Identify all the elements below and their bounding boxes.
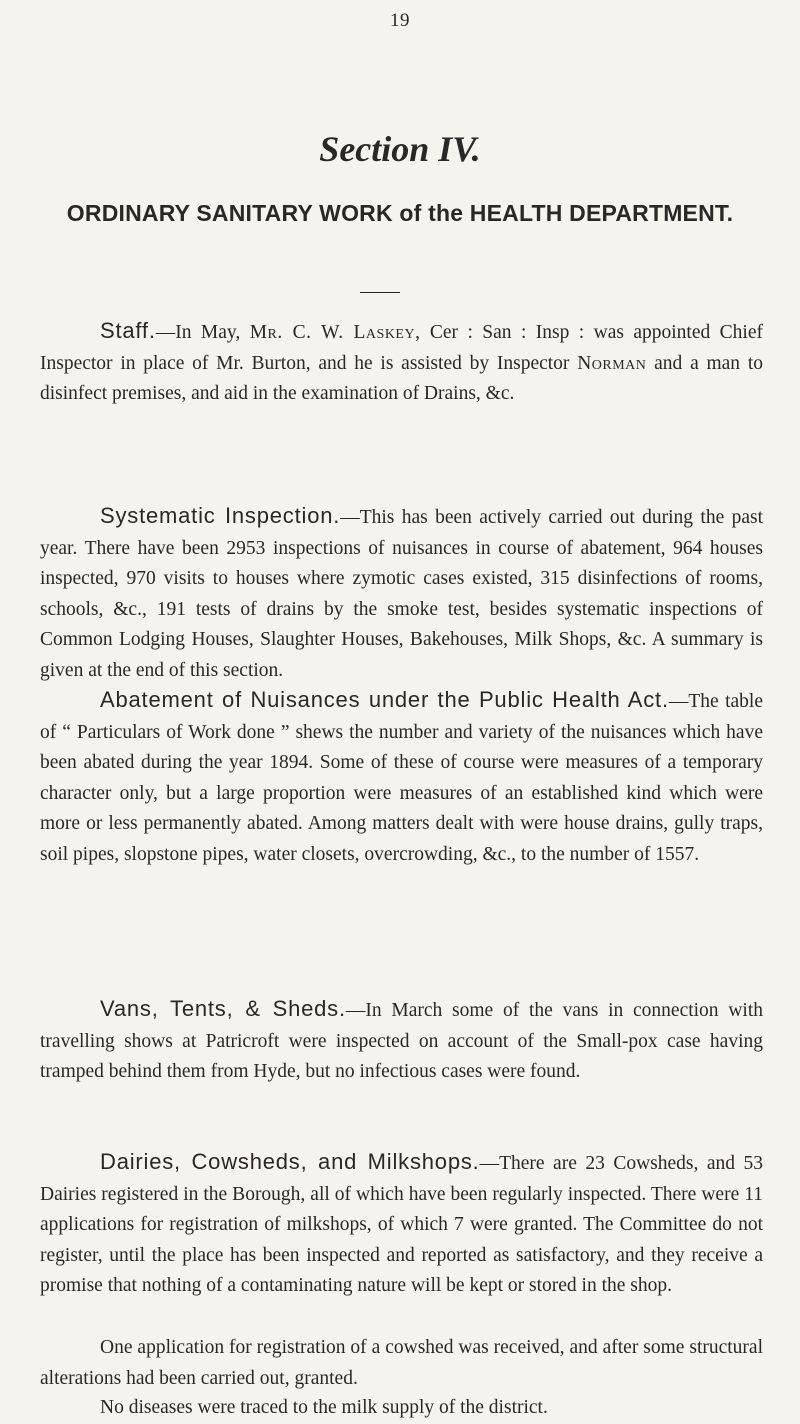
staff-text-1: —In May, — [155, 322, 250, 343]
page-number: 19 — [390, 10, 410, 31]
systematic-inspection-paragraph — [40, 501, 763, 687]
staff-paragraph — [40, 316, 763, 410]
systematic-text: —This has been actively carried out during the past year. There have been 2953 inspections of nuisances in course of abatement, 964 houses inspected, 970 visits to houses where zymotic cases existed, 315 disinfections of rooms, schools, &c., 191 tests of drains by the smoke test, besides systematic inspections of Common Lodging Houses, Slaughter Houses, Bakehouses, Milk Shops, &c. A summary is given at the end of this section. — [40, 507, 764, 681]
vans-paragraph — [40, 994, 763, 1088]
staff-text-2: Cer : San : Insp : was appointed Chief Inspector in place of Mr. Burton, and he is assisted by Inspector — [40, 322, 763, 374]
divider-rule — [360, 292, 400, 293]
main-heading-part2: HEALTH DEPARTMENT. — [469, 200, 734, 226]
dairies-heading: Dairies, Cowsheds, and Milkshops. — [100, 1149, 480, 1174]
staff-text-3: and a man to disinfect premises, and aid in the examination of Drains, &c. — [40, 352, 763, 405]
application-text: One application for registration of a cowshed was received, and after some structural alterations had been carried out, granted. — [40, 1337, 763, 1389]
main-heading — [0, 200, 800, 227]
dairies-paragraph — [40, 1147, 763, 1302]
main-heading-part1: ORDINARY SANITARY WORK — [66, 200, 393, 226]
staff-name-laskey: Mr. C. W. Laskey, — [249, 322, 421, 343]
vans-heading: Vans, Tents, & Sheds. — [100, 996, 346, 1021]
section-title: Section IV. — [319, 129, 481, 169]
abatement-paragraph — [40, 685, 763, 871]
main-heading-the: the — [428, 200, 464, 226]
abatement-heading: Abatement of Nuisances under the Public Health Act. — [100, 687, 669, 712]
systematic-heading: Systematic Inspection. — [100, 503, 341, 528]
abatement-text: —The table of “ Particulars of Work done ” shews the number and variety of the nuisances which have been abated during the year 1894. Some of these of course were measures of a temporary character only, but a large proportion were measures of an established kind which were more or less permanently abated. Among matters dealt with were house drains, gully traps, soil pipes, slopstone pipes, water closets, overcrowding, &c., to the number of 1557. — [40, 691, 763, 865]
no-diseases-paragraph — [40, 1393, 763, 1424]
vans-text: —In March some of the vans in connection with travelling shows at Patricroft were inspected on account of the Small-pox case having tramped behind them from Hyde, but no infectious cases were found. — [40, 1000, 763, 1083]
staff-heading: Staff. — [100, 318, 156, 343]
staff-name-norman: Norman — [577, 352, 647, 374]
dairies-text: —There are 23 Cowsheds, and 53 Dairies registered in the Borough, all of which have been regularly inspected. There were 11 applications for registration of milkshops, of which 7 were granted. The Committee do not register, until the place has been inspected and reported as satisfactory, and they receive a promise that nothing of a contaminating nature will be kept or stored in the shop. — [40, 1153, 763, 1297]
application-paragraph — [40, 1333, 763, 1394]
main-heading-of: of — [399, 200, 422, 226]
no-diseases-text: No diseases were traced to the milk supply of the district. — [100, 1397, 548, 1418]
